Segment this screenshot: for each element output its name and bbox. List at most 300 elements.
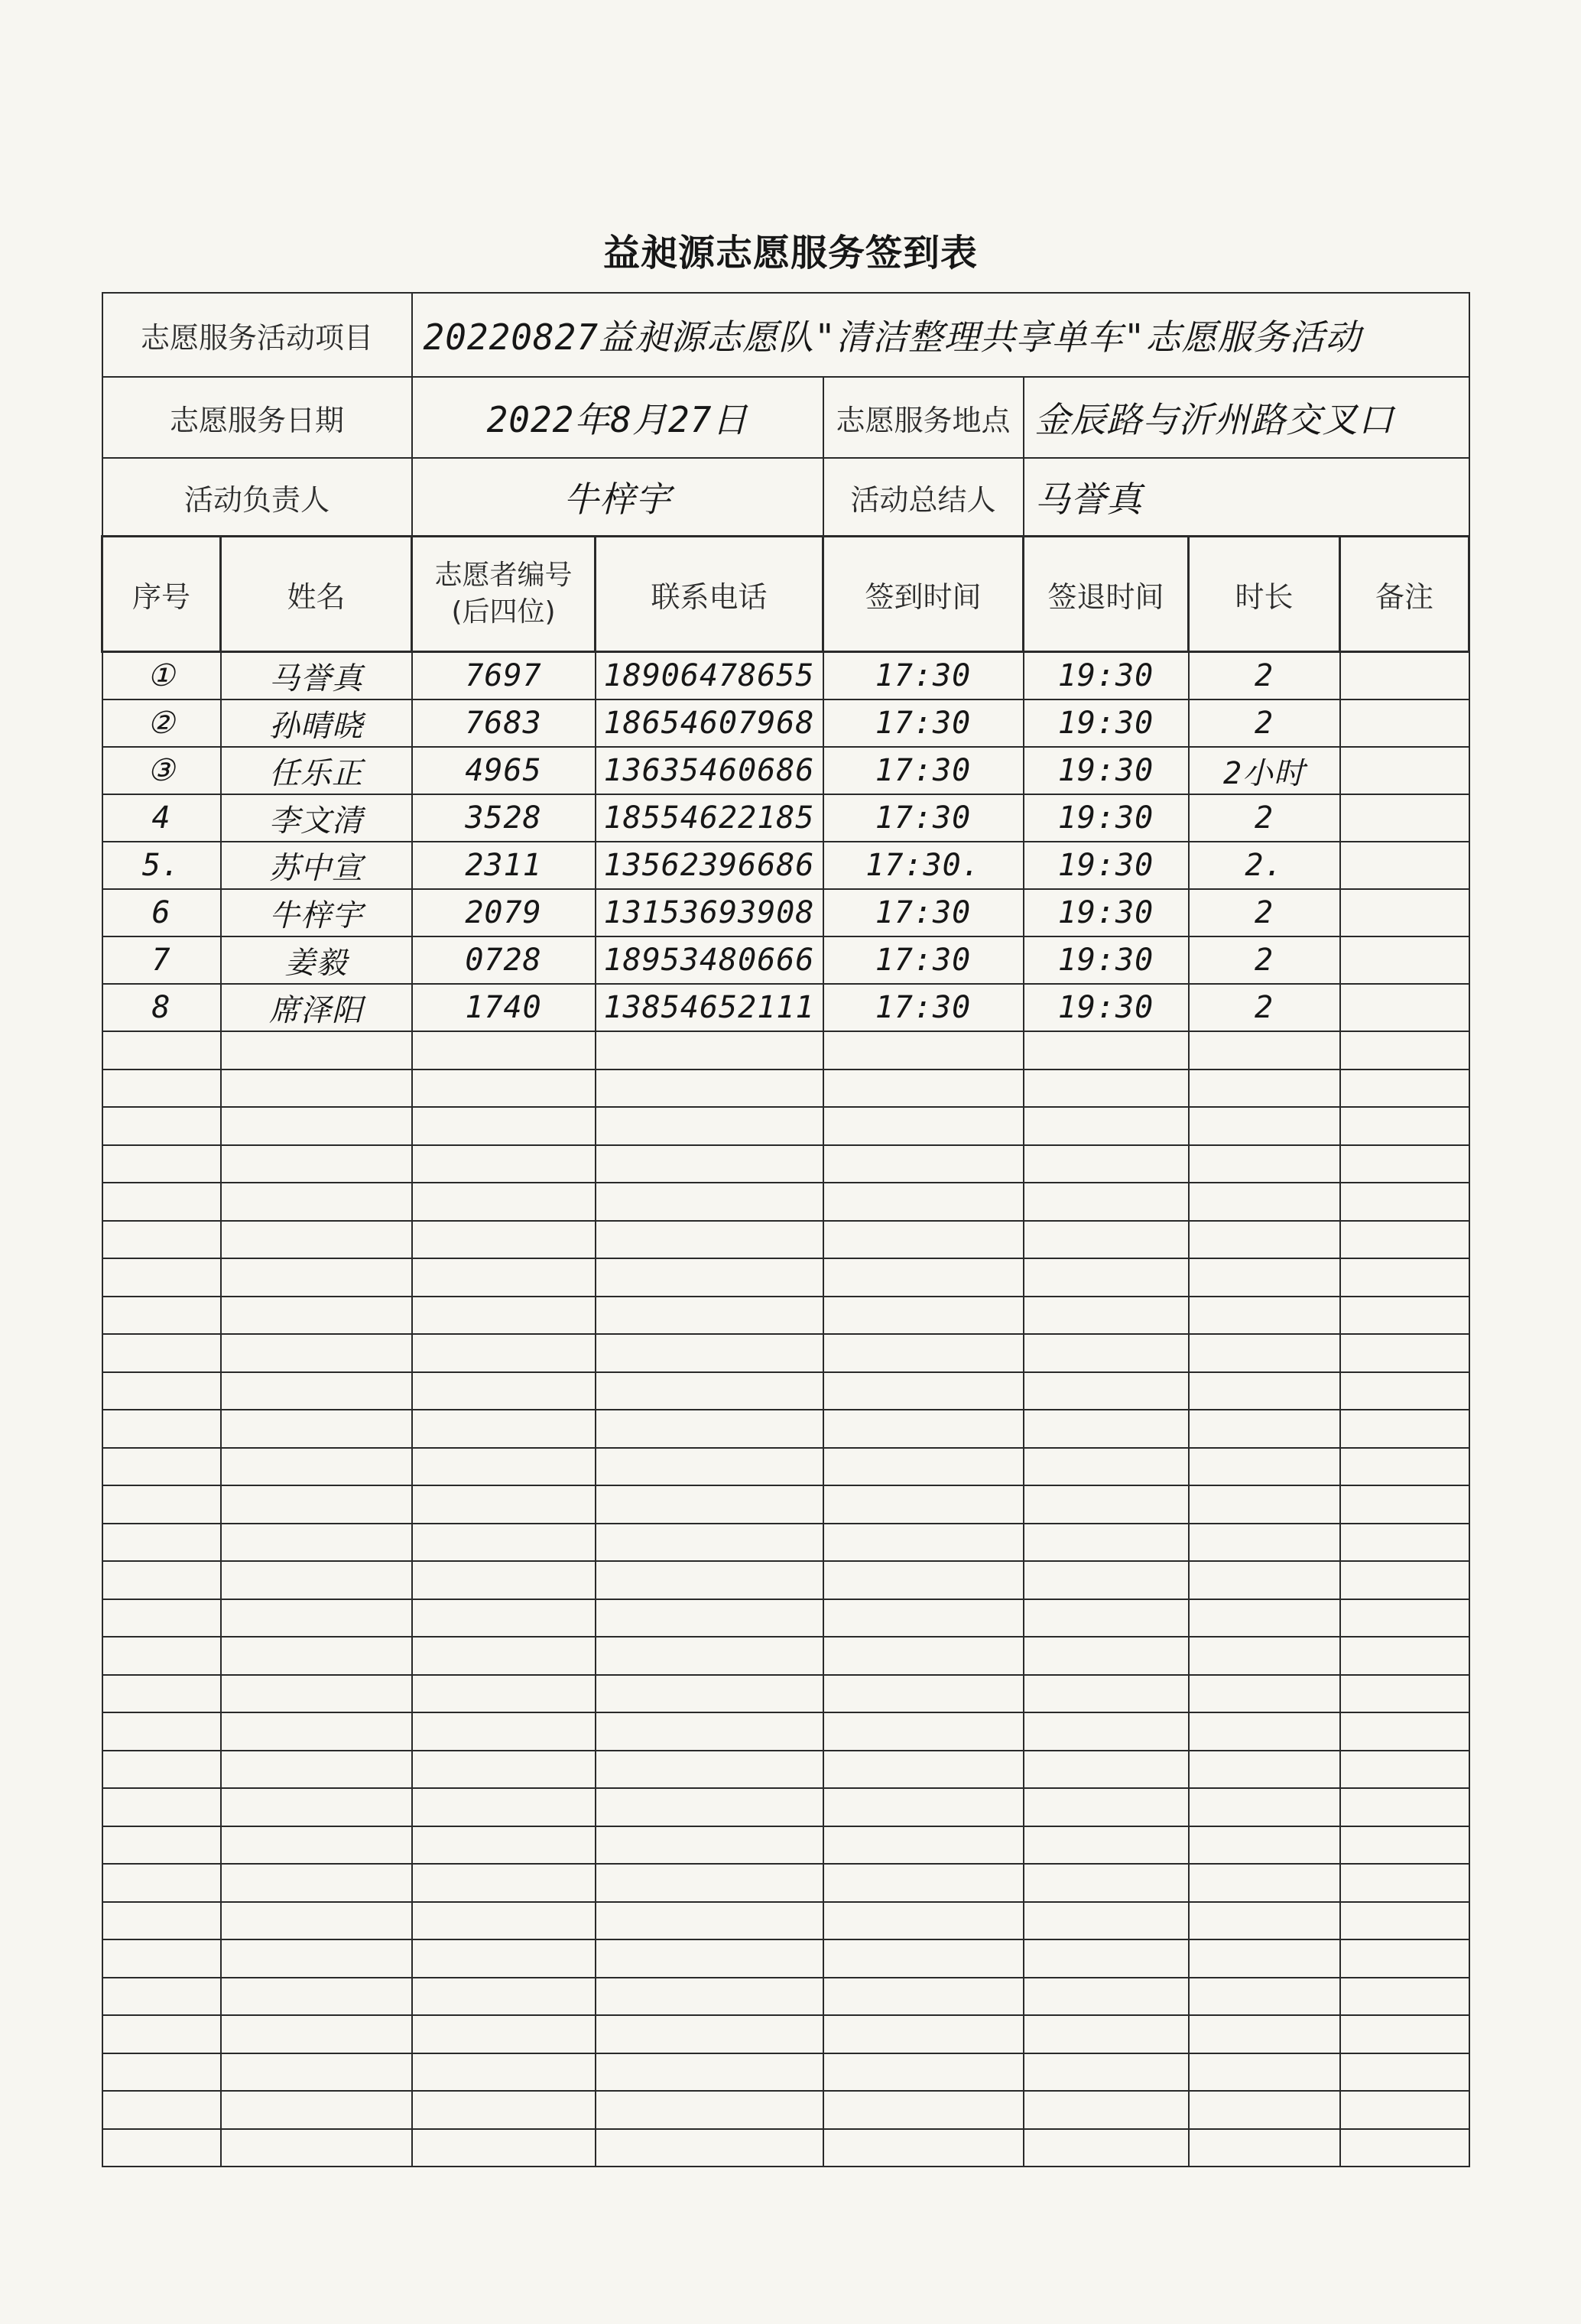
empty-cell bbox=[1340, 1826, 1469, 1865]
empty-cell bbox=[1340, 2015, 1469, 2053]
empty-cell bbox=[412, 1599, 596, 1638]
row-sign-in: 17:30 bbox=[823, 889, 1024, 936]
row-seq: 4 bbox=[102, 794, 221, 842]
empty-cell bbox=[102, 1297, 221, 1335]
empty-cell bbox=[596, 1561, 823, 1599]
empty-cell bbox=[102, 1864, 221, 1902]
col-volunteer-id-line1: 志愿者编号 bbox=[434, 560, 573, 591]
empty-cell bbox=[221, 1069, 412, 1108]
empty-cell bbox=[412, 1258, 596, 1297]
empty-cell bbox=[221, 1372, 412, 1410]
row-phone: 13562396686 bbox=[596, 842, 823, 889]
empty-cell bbox=[823, 1788, 1024, 1826]
empty-row bbox=[102, 1069, 1469, 1108]
empty-cell bbox=[412, 1788, 596, 1826]
empty-cell bbox=[102, 1107, 221, 1145]
row-seq: 8 bbox=[102, 984, 221, 1031]
empty-cell bbox=[1024, 1485, 1189, 1524]
table-row bbox=[102, 842, 1469, 889]
empty-cell bbox=[102, 1675, 221, 1713]
empty-cell bbox=[1340, 1902, 1469, 1940]
empty-row bbox=[102, 2015, 1469, 2053]
project-value: 20220827益昶源志愿队"清洁整理共享单车"志愿服务活动 bbox=[412, 293, 1469, 377]
row-seq: ① bbox=[102, 652, 221, 700]
empty-cell bbox=[102, 1485, 221, 1524]
empty-row bbox=[102, 1524, 1469, 1562]
empty-cell bbox=[102, 1712, 221, 1751]
empty-cell bbox=[1189, 1258, 1340, 1297]
empty-row bbox=[102, 1448, 1469, 1486]
empty-cell bbox=[596, 2015, 823, 2053]
empty-cell bbox=[1189, 1561, 1340, 1599]
column-header-row bbox=[102, 537, 1469, 652]
empty-cell bbox=[596, 1902, 823, 1940]
row-sign-out: 19:30 bbox=[1024, 984, 1189, 1031]
row-seq: 5. bbox=[102, 842, 221, 889]
empty-cell bbox=[412, 1902, 596, 1940]
empty-cell bbox=[596, 1864, 823, 1902]
empty-cell bbox=[596, 1410, 823, 1448]
empty-cell bbox=[596, 1712, 823, 1751]
empty-cell bbox=[1024, 2053, 1189, 2092]
empty-cell bbox=[1024, 1297, 1189, 1335]
empty-cell bbox=[1189, 1372, 1340, 1410]
project-label: 志愿服务活动项目 bbox=[102, 293, 412, 377]
empty-cell bbox=[1340, 1864, 1469, 1902]
empty-cell bbox=[412, 1939, 596, 1978]
empty-cell bbox=[221, 1939, 412, 1978]
empty-cell bbox=[221, 2053, 412, 2092]
empty-cell bbox=[412, 1637, 596, 1675]
table-row bbox=[102, 794, 1469, 842]
leader-value: 牛梓宇 bbox=[412, 458, 823, 537]
empty-cell bbox=[823, 1485, 1024, 1524]
empty-row bbox=[102, 1864, 1469, 1902]
empty-cell bbox=[1024, 1826, 1189, 1865]
col-phone: 联系电话 bbox=[596, 537, 823, 652]
empty-cell bbox=[823, 1939, 1024, 1978]
empty-cell bbox=[412, 1183, 596, 1221]
row-sign-out: 19:30 bbox=[1024, 794, 1189, 842]
empty-cell bbox=[102, 2015, 221, 2053]
table-row bbox=[102, 889, 1469, 936]
empty-cell bbox=[1024, 1258, 1189, 1297]
empty-row bbox=[102, 1107, 1469, 1145]
empty-cell bbox=[823, 1675, 1024, 1713]
empty-cell bbox=[823, 1221, 1024, 1259]
row-sign-in: 17:30 bbox=[823, 984, 1024, 1031]
empty-cell bbox=[102, 1561, 221, 1599]
empty-cell bbox=[823, 1145, 1024, 1183]
empty-cell bbox=[412, 1561, 596, 1599]
empty-cell bbox=[1340, 1183, 1469, 1221]
empty-cell bbox=[221, 1826, 412, 1865]
empty-cell bbox=[823, 1599, 1024, 1638]
empty-cell bbox=[102, 1826, 221, 1865]
empty-row bbox=[102, 1561, 1469, 1599]
empty-cell bbox=[412, 1069, 596, 1108]
empty-cell bbox=[1340, 1258, 1469, 1297]
empty-cell bbox=[1340, 1448, 1469, 1486]
empty-cell bbox=[412, 1221, 596, 1259]
col-remark: 备注 bbox=[1340, 537, 1469, 652]
row-sign-in: 17:30 bbox=[823, 699, 1024, 747]
empty-cell bbox=[596, 1675, 823, 1713]
empty-cell bbox=[221, 1751, 412, 1789]
row-remark bbox=[1340, 747, 1469, 794]
empty-cell bbox=[1340, 1524, 1469, 1562]
empty-cell bbox=[596, 1978, 823, 2016]
empty-cell bbox=[1024, 1788, 1189, 1826]
row-sign-out: 19:30 bbox=[1024, 936, 1189, 984]
row-name: 牛梓宇 bbox=[221, 889, 412, 936]
empty-cell bbox=[1189, 1297, 1340, 1335]
empty-cell bbox=[1340, 2053, 1469, 2092]
empty-cell bbox=[1340, 1675, 1469, 1713]
empty-cell bbox=[412, 1145, 596, 1183]
empty-cell bbox=[1340, 1334, 1469, 1372]
empty-cell bbox=[823, 1864, 1024, 1902]
empty-cell bbox=[1024, 1939, 1189, 1978]
empty-cell bbox=[1340, 1297, 1469, 1335]
row-volunteer-id: 1740 bbox=[412, 984, 596, 1031]
empty-cell bbox=[102, 1637, 221, 1675]
empty-cell bbox=[1024, 1637, 1189, 1675]
empty-cell bbox=[1189, 1145, 1340, 1183]
row-remark bbox=[1340, 699, 1469, 747]
col-sign-out: 签退时间 bbox=[1024, 537, 1189, 652]
empty-row bbox=[102, 1410, 1469, 1448]
row-seq: ② bbox=[102, 699, 221, 747]
empty-cell bbox=[412, 1524, 596, 1562]
empty-cell bbox=[1340, 1485, 1469, 1524]
empty-cell bbox=[221, 1410, 412, 1448]
empty-cell bbox=[221, 1675, 412, 1713]
empty-cell bbox=[823, 1978, 1024, 2016]
empty-cell bbox=[1340, 1069, 1469, 1108]
empty-cell bbox=[1024, 1183, 1189, 1221]
empty-row bbox=[102, 1826, 1469, 1865]
empty-cell bbox=[1189, 1826, 1340, 1865]
empty-cell bbox=[1189, 1334, 1340, 1372]
empty-cell bbox=[412, 1864, 596, 1902]
empty-cell bbox=[102, 1221, 221, 1259]
empty-cell bbox=[221, 2091, 412, 2129]
empty-cell bbox=[412, 1826, 596, 1865]
empty-cell bbox=[221, 2015, 412, 2053]
empty-cell bbox=[596, 1485, 823, 1524]
empty-cell bbox=[1189, 1069, 1340, 1108]
leader-label: 活动负责人 bbox=[102, 458, 412, 537]
empty-cell bbox=[412, 2129, 596, 2167]
empty-cell bbox=[1024, 1031, 1189, 1069]
empty-row bbox=[102, 1485, 1469, 1524]
row-hours: 2 bbox=[1189, 984, 1340, 1031]
table-row bbox=[102, 936, 1469, 984]
row-sign-in: 17:30 bbox=[823, 936, 1024, 984]
empty-row bbox=[102, 1978, 1469, 2016]
empty-cell bbox=[823, 1183, 1024, 1221]
empty-row bbox=[102, 1637, 1469, 1675]
empty-cell bbox=[1189, 1675, 1340, 1713]
empty-cell bbox=[1024, 1372, 1189, 1410]
empty-cell bbox=[596, 1031, 823, 1069]
empty-cell bbox=[823, 1826, 1024, 1865]
col-volunteer-id bbox=[412, 537, 596, 652]
row-name: 马誉真 bbox=[221, 652, 412, 700]
row-phone: 13153693908 bbox=[596, 889, 823, 936]
empty-cell bbox=[596, 1297, 823, 1335]
empty-cell bbox=[596, 2053, 823, 2092]
empty-cell bbox=[596, 1145, 823, 1183]
empty-cell bbox=[596, 1939, 823, 1978]
empty-cell bbox=[823, 1524, 1024, 1562]
empty-row bbox=[102, 1372, 1469, 1410]
empty-cell bbox=[1024, 1902, 1189, 1940]
empty-cell bbox=[1189, 2015, 1340, 2053]
empty-cell bbox=[1340, 1410, 1469, 1448]
empty-cell bbox=[221, 1145, 412, 1183]
row-remark bbox=[1340, 794, 1469, 842]
empty-cell bbox=[1340, 1107, 1469, 1145]
empty-cell bbox=[1340, 1031, 1469, 1069]
empty-cell bbox=[823, 1902, 1024, 1940]
row-phone: 18953480666 bbox=[596, 936, 823, 984]
empty-cell bbox=[596, 1183, 823, 1221]
location-value: 金辰路与沂州路交叉口 bbox=[1024, 377, 1469, 458]
empty-cell bbox=[596, 1788, 823, 1826]
row-remark bbox=[1340, 652, 1469, 700]
empty-cell bbox=[221, 1712, 412, 1751]
table-row bbox=[102, 747, 1469, 794]
empty-cell bbox=[1024, 1448, 1189, 1486]
empty-cell bbox=[412, 1334, 596, 1372]
empty-cell bbox=[102, 1258, 221, 1297]
empty-cell bbox=[412, 2053, 596, 2092]
empty-cell bbox=[221, 1448, 412, 1486]
empty-cell bbox=[1024, 1524, 1189, 1562]
empty-cell bbox=[1024, 1599, 1189, 1638]
empty-cell bbox=[1340, 1978, 1469, 2016]
empty-cell bbox=[1189, 1637, 1340, 1675]
empty-cell bbox=[221, 1031, 412, 1069]
empty-cell bbox=[1024, 1221, 1189, 1259]
empty-row bbox=[102, 1031, 1469, 1069]
empty-cell bbox=[412, 1410, 596, 1448]
empty-row bbox=[102, 1334, 1469, 1372]
empty-row bbox=[102, 1751, 1469, 1789]
row-volunteer-id: 7697 bbox=[412, 652, 596, 700]
row-remark bbox=[1340, 889, 1469, 936]
empty-row bbox=[102, 1712, 1469, 1751]
table-row bbox=[102, 984, 1469, 1031]
empty-cell bbox=[1024, 1334, 1189, 1372]
empty-cell bbox=[823, 1637, 1024, 1675]
empty-cell bbox=[1340, 1637, 1469, 1675]
row-name: 苏中宣 bbox=[221, 842, 412, 889]
empty-cell bbox=[102, 1978, 221, 2016]
empty-cell bbox=[102, 1410, 221, 1448]
empty-cell bbox=[1189, 1221, 1340, 1259]
empty-cell bbox=[1189, 1864, 1340, 1902]
row-hours: 2 bbox=[1189, 936, 1340, 984]
info-row-project bbox=[102, 293, 1469, 377]
row-hours: 2 bbox=[1189, 889, 1340, 936]
empty-cell bbox=[1340, 1751, 1469, 1789]
empty-cell bbox=[412, 1031, 596, 1069]
empty-row bbox=[102, 1297, 1469, 1335]
empty-cell bbox=[221, 1183, 412, 1221]
row-name: 席泽阳 bbox=[221, 984, 412, 1031]
empty-cell bbox=[1024, 1675, 1189, 1713]
col-name: 姓名 bbox=[221, 537, 412, 652]
empty-cell bbox=[823, 1107, 1024, 1145]
empty-cell bbox=[1189, 1712, 1340, 1751]
row-volunteer-id: 3528 bbox=[412, 794, 596, 842]
empty-cell bbox=[412, 2091, 596, 2129]
empty-cell bbox=[221, 1524, 412, 1562]
empty-cell bbox=[1189, 2053, 1340, 2092]
empty-cell bbox=[221, 1221, 412, 1259]
empty-cell bbox=[823, 2015, 1024, 2053]
empty-row bbox=[102, 1788, 1469, 1826]
row-name: 姜毅 bbox=[221, 936, 412, 984]
empty-cell bbox=[596, 1448, 823, 1486]
empty-cell bbox=[1024, 1978, 1189, 2016]
empty-cell bbox=[102, 1599, 221, 1638]
empty-row bbox=[102, 1902, 1469, 1940]
row-seq: ③ bbox=[102, 747, 221, 794]
empty-cell bbox=[221, 1637, 412, 1675]
empty-cell bbox=[102, 1145, 221, 1183]
row-remark bbox=[1340, 842, 1469, 889]
empty-row bbox=[102, 2091, 1469, 2129]
row-sign-out: 19:30 bbox=[1024, 652, 1189, 700]
empty-cell bbox=[1340, 2091, 1469, 2129]
empty-cell bbox=[102, 2091, 221, 2129]
empty-cell bbox=[102, 1183, 221, 1221]
empty-row bbox=[102, 1183, 1469, 1221]
row-remark bbox=[1340, 984, 1469, 1031]
empty-cell bbox=[1189, 1939, 1340, 1978]
empty-cell bbox=[1189, 1902, 1340, 1940]
empty-cell bbox=[1189, 1183, 1340, 1221]
empty-cell bbox=[412, 1712, 596, 1751]
row-hours: 2小时 bbox=[1189, 747, 1340, 794]
empty-cell bbox=[823, 1372, 1024, 1410]
empty-cell bbox=[1024, 1712, 1189, 1751]
empty-cell bbox=[1024, 1561, 1189, 1599]
empty-cell bbox=[221, 2129, 412, 2167]
empty-cell bbox=[1024, 1145, 1189, 1183]
row-name: 孙晴晓 bbox=[221, 699, 412, 747]
col-volunteer-id-line2: (后四位) bbox=[451, 596, 556, 628]
empty-cell bbox=[1340, 1561, 1469, 1599]
empty-cell bbox=[221, 1599, 412, 1638]
empty-cell bbox=[1024, 1864, 1189, 1902]
empty-cell bbox=[1189, 2091, 1340, 2129]
date-label: 志愿服务日期 bbox=[102, 377, 412, 458]
empty-cell bbox=[1189, 1448, 1340, 1486]
row-volunteer-id: 0728 bbox=[412, 936, 596, 984]
empty-cell bbox=[596, 1221, 823, 1259]
empty-cell bbox=[1340, 1221, 1469, 1259]
row-hours: 2 bbox=[1189, 652, 1340, 700]
empty-cell bbox=[823, 1751, 1024, 1789]
empty-cell bbox=[596, 1372, 823, 1410]
info-row-date bbox=[102, 377, 1469, 458]
empty-row bbox=[102, 1145, 1469, 1183]
row-volunteer-id: 4965 bbox=[412, 747, 596, 794]
table-row bbox=[102, 699, 1469, 747]
row-volunteer-id: 2311 bbox=[412, 842, 596, 889]
empty-cell bbox=[221, 1107, 412, 1145]
empty-cell bbox=[596, 1258, 823, 1297]
row-volunteer-id: 7683 bbox=[412, 699, 596, 747]
empty-cell bbox=[823, 2091, 1024, 2129]
empty-cell bbox=[221, 1561, 412, 1599]
empty-cell bbox=[1189, 1031, 1340, 1069]
empty-cell bbox=[412, 1107, 596, 1145]
empty-cell bbox=[412, 2015, 596, 2053]
empty-cell bbox=[823, 1297, 1024, 1335]
empty-cell bbox=[1189, 1524, 1340, 1562]
empty-cell bbox=[1024, 2129, 1189, 2167]
row-phone: 18906478655 bbox=[596, 652, 823, 700]
empty-cell bbox=[596, 2091, 823, 2129]
empty-cell bbox=[823, 2053, 1024, 2092]
empty-row bbox=[102, 1258, 1469, 1297]
empty-cell bbox=[1340, 1712, 1469, 1751]
empty-cell bbox=[412, 1485, 596, 1524]
empty-cell bbox=[1024, 2015, 1189, 2053]
empty-cell bbox=[1340, 1939, 1469, 1978]
col-seq: 序号 bbox=[102, 537, 221, 652]
summary-label: 活动总结人 bbox=[823, 458, 1024, 537]
empty-cell bbox=[596, 1826, 823, 1865]
empty-cell bbox=[596, 1637, 823, 1675]
empty-cell bbox=[1024, 1751, 1189, 1789]
empty-cell bbox=[102, 1788, 221, 1826]
empty-row bbox=[102, 1221, 1469, 1259]
table-row bbox=[102, 652, 1469, 700]
row-sign-in: 17:30 bbox=[823, 794, 1024, 842]
empty-cell bbox=[1189, 2129, 1340, 2167]
empty-cell bbox=[1340, 2129, 1469, 2167]
empty-cell bbox=[823, 1334, 1024, 1372]
empty-cell bbox=[823, 2129, 1024, 2167]
empty-cell bbox=[823, 1410, 1024, 1448]
empty-cell bbox=[102, 2129, 221, 2167]
summary-value: 马誉真 bbox=[1024, 458, 1469, 537]
empty-cell bbox=[1189, 1788, 1340, 1826]
empty-cell bbox=[1189, 1410, 1340, 1448]
empty-cell bbox=[596, 1107, 823, 1145]
empty-cell bbox=[1189, 1485, 1340, 1524]
row-phone: 18654607968 bbox=[596, 699, 823, 747]
row-phone: 13854652111 bbox=[596, 984, 823, 1031]
empty-cell bbox=[412, 1372, 596, 1410]
empty-cell bbox=[221, 1334, 412, 1372]
empty-cell bbox=[1189, 1107, 1340, 1145]
empty-cell bbox=[596, 2129, 823, 2167]
empty-cell bbox=[1189, 1599, 1340, 1638]
empty-cell bbox=[102, 1751, 221, 1789]
empty-cell bbox=[1024, 1410, 1189, 1448]
empty-cell bbox=[221, 1978, 412, 2016]
row-name: 任乐正 bbox=[221, 747, 412, 794]
empty-cell bbox=[1340, 1788, 1469, 1826]
